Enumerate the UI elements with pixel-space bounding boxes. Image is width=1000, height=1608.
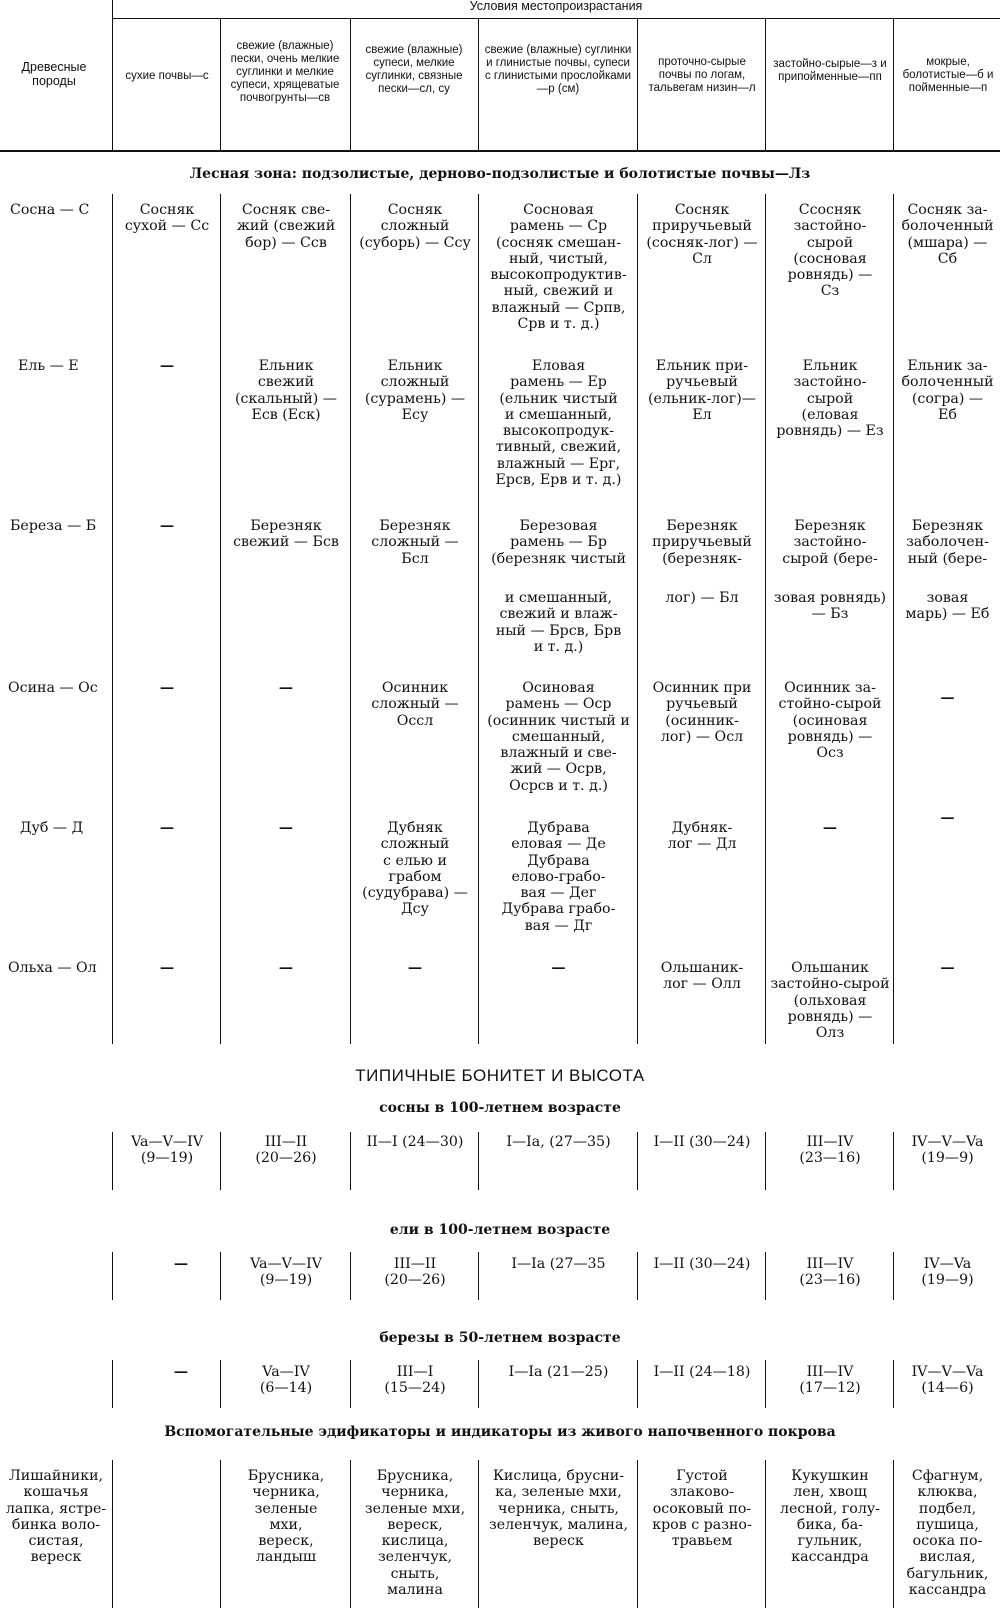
table-cell: Дубняк сложный с елью и грабом (судубрава) — Дсу xyxy=(362,820,468,918)
indicator-cell: Кислица, брусни- ка, зеленые мхи, черника, сныть, зеленчук, малина, вереск xyxy=(488,1468,628,1550)
indicator-cell: Брусника, черника, зеленые мхи, вереск, ландыш xyxy=(247,1468,325,1566)
table-cell: и смешанный, свежий и влаж- ный — Брсв, Брв и т. д.) xyxy=(495,590,622,655)
table-cell: Осинник за- стойно-сырой (осиновая ровнядь) — Осз xyxy=(778,680,882,762)
table-cell: — xyxy=(940,960,955,976)
indicator-cell: Густой злаково- осоковый по- кров с разно- травьем xyxy=(652,1468,752,1550)
bonitet-cell: III—IV (23—16) xyxy=(799,1134,861,1167)
bonitet-title: ТИПИЧНЫЕ БОНИТЕТ И ВЫСОТА xyxy=(355,1066,645,1085)
table-cell: — xyxy=(159,680,175,696)
bonitet-cell: Va—V—IV (9—19) xyxy=(131,1134,203,1167)
table-cell: Березняк застойно- сырой (бере- xyxy=(782,518,878,567)
table-cell: Ольшаник застойно-сырой (ольховая ровнядь) — Олз xyxy=(770,960,890,1042)
table-cell: Дубняк- лог — Дл xyxy=(667,820,737,853)
table-cell: — xyxy=(407,960,423,976)
species-label: Дуб — Д xyxy=(20,820,84,836)
table-cell: Еловая рамень — Ер (ельник чистый и смешанный, высокопродук- тивный, свежий, влажный — Ерг, Ерсв, Ерв и т. д.) xyxy=(495,358,622,489)
bonitet-cell: — xyxy=(173,1364,189,1380)
table-cell: Березняк свежий — Бсв xyxy=(233,518,339,551)
condition-header-wet-boggy: мокрые, болотистые—б и пойменные—п xyxy=(902,56,994,94)
condition-header-loam: свежие (влажные) суглинки и глинистые почвы, супеси с глинистыми прослойками—р (см) xyxy=(484,44,632,95)
table-cell: Сосновая рамень — Ср (сосняк смешан- ный, чистый, высокопродуктив- ный, свежий и влажный — Српв, Срв и т. д.) xyxy=(490,202,627,333)
table-cell: Сосняк сложный (суборь) — Ссу xyxy=(359,202,471,251)
bonitet-subtitle: ели в 100-летнем возрасте xyxy=(389,1222,611,1238)
table-cell: — xyxy=(278,960,294,976)
table-cell: Березняк приручьевый (березняк- xyxy=(652,518,752,567)
bonitet-cell: III—II (20—26) xyxy=(255,1134,317,1167)
bonitet-cell: I—II (30—24) xyxy=(653,1256,751,1272)
bonitet-cell: III—II (20—26) xyxy=(384,1256,446,1289)
bonitet-subtitle: березы в 50-летнем возрасте xyxy=(379,1330,621,1346)
table-cell: Березняк сложный — Бсл xyxy=(371,518,459,567)
condition-header-dry: сухие почвы—с xyxy=(125,70,209,82)
condition-header-stagnant-wet: застойно-сырые—з и припойменные—пп xyxy=(773,58,887,83)
indicator-cell: Кукушкин лен, хвощ лесной, голу- бика, ба- гульник, кассандра xyxy=(780,1468,880,1566)
species-label: Осина — Ос xyxy=(8,680,98,696)
bonitet-cell: III—IV (17—12) xyxy=(799,1364,861,1397)
table-cell: Ссосняк застойно- сырой (сосновая ровнядь) — Сз xyxy=(787,202,873,300)
table-cell: Ельник при- ручьевый (ельник-лог)— Ел xyxy=(648,358,756,423)
table-cell: Березняк заболочен- ный (бере- xyxy=(906,518,989,567)
table-cell: Березовая рамень — Бр (березняк чистый xyxy=(491,518,626,567)
table-cell: — xyxy=(940,690,955,706)
table-cell: Сосняк приручьевый (сосняк-лог) — Сл xyxy=(646,202,758,267)
table-cell: зовая марь) — Еб xyxy=(905,590,990,623)
bonitet-cell: I—II (24—18) xyxy=(653,1364,751,1380)
bonitet-cell: III—I (15—24) xyxy=(384,1364,446,1397)
indicator-label: Лишайники, кошачья лапка, ястре- бинка воло- систая, вереск xyxy=(5,1468,107,1566)
table-cell: — xyxy=(940,810,955,826)
indicator-cell: Брусника, черника, зеленые мхи, вереск, кислица, зеленчук, сныть, малина xyxy=(364,1468,466,1599)
species-label: Сосна — С xyxy=(10,202,90,218)
table-cell: Ольшаник- лог — Олл xyxy=(660,960,744,993)
species-label: Береза — Б xyxy=(10,518,97,534)
condition-header-fresh-sandy-loam: свежие (влажные) супеси, мелкие суглинки, связные пески—сл, су xyxy=(365,44,463,95)
condition-header-flowing-wet: проточно-сырые почвы по логам, тальвегам низин—л xyxy=(648,56,756,94)
bonitet-cell: II—I (24—30) xyxy=(366,1134,464,1150)
table-cell: Ельник за- болоченный (согра) — Еб xyxy=(901,358,994,423)
table-cell: Осинник сложный — Оссл xyxy=(371,680,459,729)
bonitet-cell: Va—V—IV (9—19) xyxy=(250,1256,322,1289)
table-cell: — xyxy=(822,820,838,836)
bonitet-cell: IV—V—Va (14—6) xyxy=(911,1364,984,1397)
bonitet-cell: III—IV (23—16) xyxy=(799,1256,861,1289)
table-cell: Сосняк сухой — Сс xyxy=(124,202,210,235)
table-cell: Ельник сложный (сурамень) — Есу xyxy=(364,358,466,423)
table-cell: — xyxy=(159,358,175,374)
table-cell: — xyxy=(278,680,294,696)
table-cell: — xyxy=(551,960,566,976)
table-cell: Осиновая рамень — Оср (осинник чистый и смешанный, влажный и све- жий — Осрв, Осрсв и т. д.) xyxy=(487,680,630,794)
indicator-cell: Сфагнум, клюква, подбел, пушица, осока по- вислая, багульник, кассандра xyxy=(906,1468,989,1599)
species-label: Ель — Е xyxy=(18,358,79,374)
table-cell: — xyxy=(159,820,175,836)
table-cell: — xyxy=(159,960,175,976)
table-cell: Сосняк за- болоченный (мшара) — Сб xyxy=(901,202,994,267)
bonitet-cell: IV—V—Va (19—9) xyxy=(911,1134,984,1167)
bonitet-cell: I—Ia, (27—35) xyxy=(506,1134,611,1150)
conditions-title: Условия местопроизрастания xyxy=(469,0,643,13)
bonitet-cell: — xyxy=(173,1256,189,1272)
indicators-title: Вспомогательные эдификаторы и индикаторы из живого напочвенного покрова xyxy=(164,1424,836,1440)
bonitet-cell: I—Ia (27—35 xyxy=(511,1256,606,1272)
table-cell: зовая ровнядь) — Бз xyxy=(773,590,887,623)
bonitet-cell: I—Ia (21—25) xyxy=(508,1364,609,1380)
zone-title: Лесная зона: подзолистые, дерново-подзолистые и болотистые почвы—Лз xyxy=(189,166,811,182)
species-label: Ольха — Ол xyxy=(8,960,97,976)
table-cell: — xyxy=(278,820,294,836)
table-cell: — xyxy=(159,518,175,534)
table-cell: Ельник свежий (скальный) — Есв (Еск) xyxy=(235,358,337,423)
bonitet-cell: I—II (30—24) xyxy=(653,1134,751,1150)
table-cell: лог) — Бл xyxy=(665,590,739,606)
table-cell: Сосняк све- жий (свежий бор) — Ссв xyxy=(236,202,336,251)
species-column-header: Древесные породы xyxy=(21,60,87,88)
table-cell: Осинник при ручьевый (осинник- лог) — Осл xyxy=(652,680,752,745)
bonitet-cell: IV—Va (19—9) xyxy=(921,1256,974,1289)
bonitet-subtitle: сосны в 100-летнем возрасте xyxy=(379,1100,621,1116)
table-cell: Дубрава еловая — Де Дубрава елово-грабо- вая — Дег Дубрава грабо- вая — Дг xyxy=(501,820,616,934)
table-cell: Ельник застойно- сырой (еловая ровнядь) — Ез xyxy=(776,358,884,440)
bonitet-cell: Va—IV (6—14) xyxy=(259,1364,313,1397)
condition-header-fresh-sands: свежие (влажные) пески, очень мелкие суглинки и мелкие супеси, хрящеватые почвогрунты—св xyxy=(230,40,340,104)
